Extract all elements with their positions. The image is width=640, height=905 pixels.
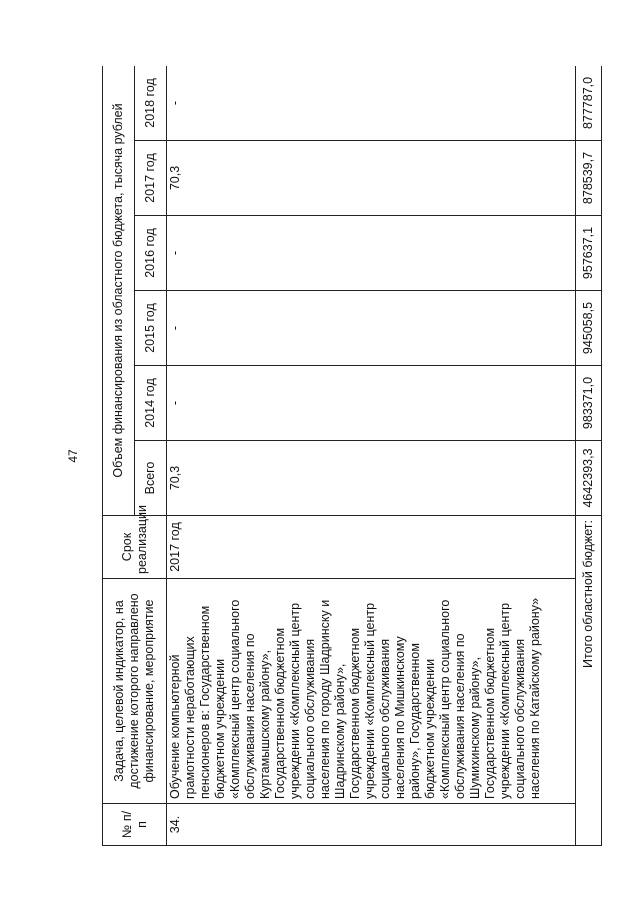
header-num: № п/п (103, 804, 167, 846)
totals-value-2018: 877787,0 (576, 66, 602, 141)
row-value-2017: 70,3 (167, 141, 576, 216)
row-value-2015: - (167, 291, 576, 366)
header-term: Срок реализации (103, 516, 167, 579)
totals-total: 4642393,3 (576, 441, 602, 516)
row-value-2014: - (167, 366, 576, 441)
header-total: Всего (135, 441, 167, 516)
row-term: 2017 год (167, 516, 576, 579)
row-total: 70,3 (167, 441, 576, 516)
header-year-2017: 2017 год (135, 141, 167, 216)
header-year-2018: 2018 год (135, 66, 167, 141)
totals-label: Итого областной бюджет: (576, 516, 602, 846)
header-year-2015: 2015 год (135, 291, 167, 366)
totals-value-2014: 983371,0 (576, 366, 602, 441)
totals-value-2017: 878539,7 (576, 141, 602, 216)
row-description: Обучение компьютерной грамотности неработающих пенсионеров в: Государственном бюджетном учреждении «Комплексный центр социального обслуживания населения по Куртамышскому району», Государственном бюджетном учреждении «Комплексный центр социального обслуживания населения по городу Шадринску и Шадринскому району», Государственном бюджетном учреждении «Комплексный центр социального обслуживания населения по Мишкинскому району», Государственном бюджетном учреждении «Комплексный центр социального обслуживания населения по Шумихинскому району», Государственном бюджетном учреждении «Комплексный центр социального обслуживания населения по Катайскому району» (167, 579, 576, 804)
header-task: Задача, целевой индикатор, на достижение которого направлено финансирование, мероприятие (103, 579, 167, 804)
header-year-2016: 2016 год (135, 216, 167, 291)
totals-value-2016: 957637,1 (576, 216, 602, 291)
totals-row (576, 66, 602, 846)
header-row-1 (103, 66, 135, 846)
totals-value-2015: 945058,5 (576, 291, 602, 366)
table-row (167, 66, 576, 846)
row-value-2016: - (167, 216, 576, 291)
row-value-2018: - (167, 66, 576, 141)
row-num: 34. (167, 804, 576, 846)
header-volume: Объем финансирования из областного бюджета, тысяча рублей (103, 66, 135, 516)
rotated-table-area (102, 66, 602, 846)
financing-table (102, 66, 602, 846)
header-year-2014: 2014 год (135, 366, 167, 441)
